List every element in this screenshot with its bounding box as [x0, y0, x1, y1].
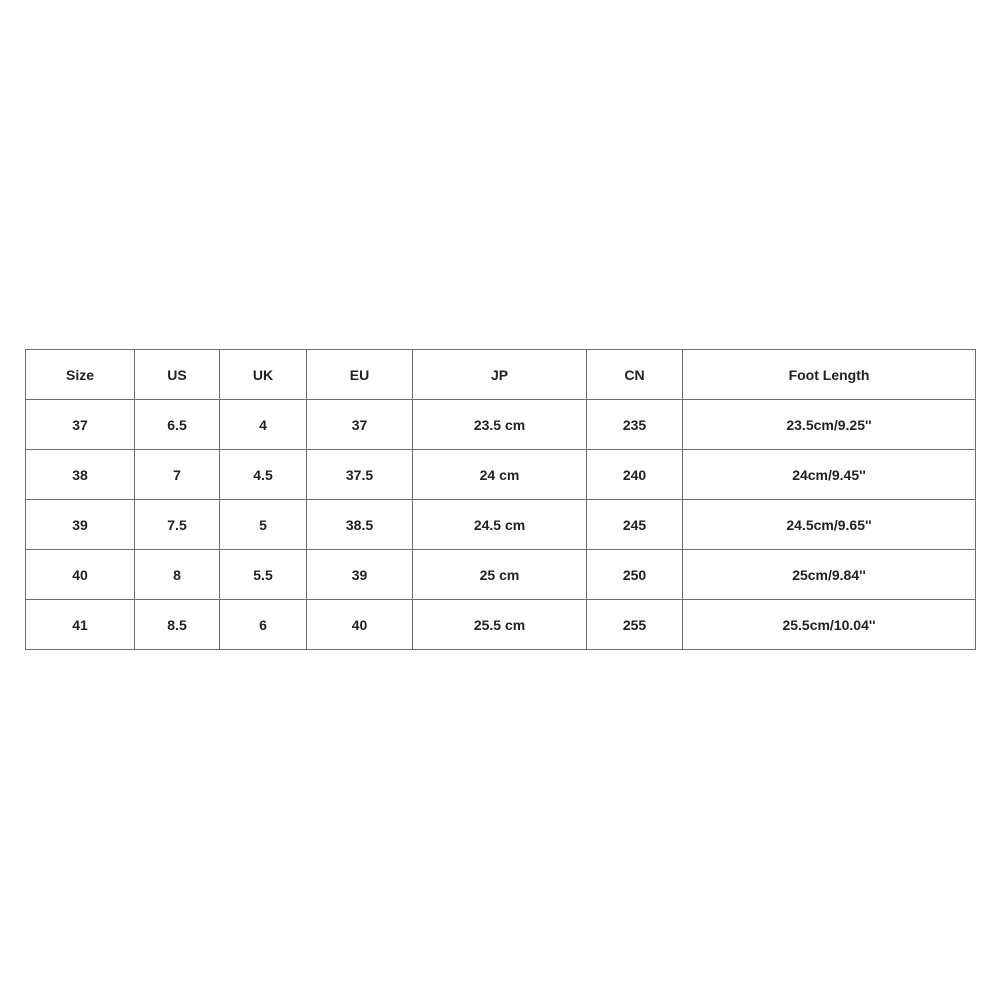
- header-foot-length: Foot Length: [683, 350, 976, 400]
- table-row: [26, 600, 976, 650]
- cell-us: 8: [135, 550, 220, 600]
- cell-uk: 6: [220, 600, 307, 650]
- cell-cn: 250: [587, 550, 683, 600]
- cell-cn: 255: [587, 600, 683, 650]
- cell-us: 8.5: [135, 600, 220, 650]
- cell-eu: 37: [307, 400, 413, 450]
- cell-cn: 235: [587, 400, 683, 450]
- header-eu: EU: [307, 350, 413, 400]
- header-jp: JP: [413, 350, 587, 400]
- cell-cn: 240: [587, 450, 683, 500]
- cell-jp: 24 cm: [413, 450, 587, 500]
- cell-eu: 39: [307, 550, 413, 600]
- cell-size: 38: [26, 450, 135, 500]
- header-row: [26, 350, 976, 400]
- header-size: Size: [26, 350, 135, 400]
- cell-us: 6.5: [135, 400, 220, 450]
- cell-us: 7: [135, 450, 220, 500]
- cell-uk: 5.5: [220, 550, 307, 600]
- cell-uk: 5: [220, 500, 307, 550]
- cell-eu: 40: [307, 600, 413, 650]
- cell-size: 40: [26, 550, 135, 600]
- header-cn: CN: [587, 350, 683, 400]
- size-chart-table: [25, 349, 976, 650]
- cell-cn: 245: [587, 500, 683, 550]
- cell-jp: 25.5 cm: [413, 600, 587, 650]
- header-us: US: [135, 350, 220, 400]
- cell-eu: 38.5: [307, 500, 413, 550]
- table-row: [26, 450, 976, 500]
- table-row: [26, 500, 976, 550]
- cell-foot-length: 24cm/9.45'': [683, 450, 976, 500]
- cell-jp: 24.5 cm: [413, 500, 587, 550]
- cell-size: 41: [26, 600, 135, 650]
- cell-jp: 25 cm: [413, 550, 587, 600]
- cell-uk: 4.5: [220, 450, 307, 500]
- cell-size: 39: [26, 500, 135, 550]
- cell-jp: 23.5 cm: [413, 400, 587, 450]
- cell-foot-length: 24.5cm/9.65'': [683, 500, 976, 550]
- cell-foot-length: 25cm/9.84'': [683, 550, 976, 600]
- cell-size: 37: [26, 400, 135, 450]
- cell-foot-length: 25.5cm/10.04'': [683, 600, 976, 650]
- cell-eu: 37.5: [307, 450, 413, 500]
- table-row: [26, 550, 976, 600]
- cell-foot-length: 23.5cm/9.25'': [683, 400, 976, 450]
- table-row: [26, 400, 976, 450]
- header-uk: UK: [220, 350, 307, 400]
- cell-uk: 4: [220, 400, 307, 450]
- cell-us: 7.5: [135, 500, 220, 550]
